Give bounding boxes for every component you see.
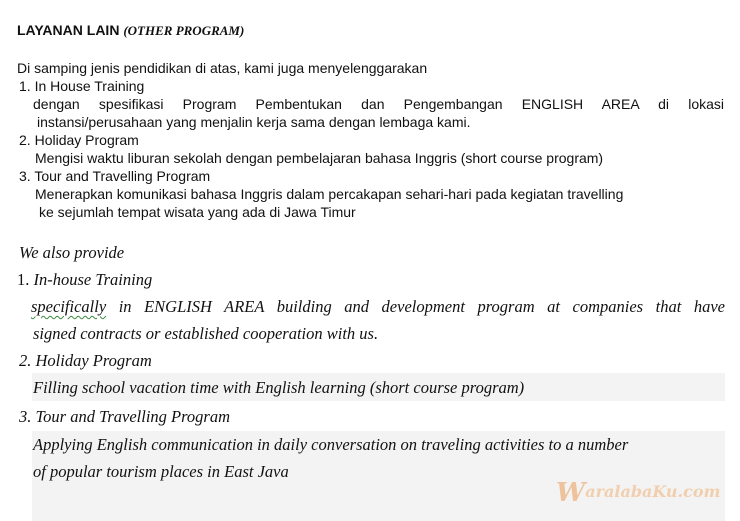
id-item-1-heading — [19, 77, 144, 95]
title-main: LAYANAN LAIN — [17, 22, 120, 38]
page-title — [17, 22, 244, 39]
id-intro: Di samping jenis pendidikan di atas, kami juga menyelenggarakan — [17, 60, 428, 76]
en-item-3-heading — [19, 407, 230, 427]
watermark-initial: W — [556, 478, 586, 508]
id-item-2-name: Holiday Program — [34, 132, 139, 148]
en-item-1-desc-line-1: specifically in ENGLISH AREA building and development program at companies that have — [31, 297, 725, 316]
en-item-3-desc-line-2: of popular tourism places in East Java — [33, 462, 289, 481]
en-item-1-name: In-house Training — [33, 270, 153, 289]
title-subtitle: (OTHER PROGRAM) — [123, 23, 245, 38]
id-item-1-name: In House Training — [34, 78, 145, 94]
watermark-text: aralabaKu.com — [585, 482, 721, 501]
id-item-3-desc-line-2: ke sejumlah tempat wisata yang ada di Jawa Timur — [39, 204, 356, 220]
en-item-3-number: 3. — [19, 407, 32, 426]
id-item-1-desc-line-2: instansi/perusahaan yang menjalin kerja sama dengan lembaga kami. — [37, 114, 471, 130]
en-intro: We also provide — [19, 243, 125, 262]
en-item-2-name: Holiday Program — [35, 351, 152, 370]
id-item-2-heading — [19, 131, 139, 149]
watermark-logo — [556, 478, 720, 508]
en-item-1-heading — [17, 270, 152, 290]
en-item-1-first-word: specifically — [31, 297, 107, 316]
id-item-1-desc-line-1: dengan spesifikasi Program Pembentukan dan Pengembangan ENGLISH AREA di lokasi — [33, 96, 724, 112]
en-item-2-desc-line-1: Filling school vacation time with English learning (short course program) — [33, 378, 525, 397]
id-item-3-name: Tour and Travelling Program — [34, 168, 211, 184]
id-item-2-desc-line-1: Mengisi waktu liburan sekolah dengan pembelajaran bahasa Inggris (short course program) — [35, 150, 604, 166]
id-item-3-number: 3. — [19, 168, 31, 184]
en-item-1-number: 1. — [17, 270, 30, 289]
en-item-1-desc-line-2: signed contracts or established cooperation with us. — [33, 324, 379, 343]
en-item-3-name: Tour and Travelling Program — [35, 407, 231, 426]
id-item-3-heading — [19, 167, 210, 185]
en-item-2-heading — [19, 351, 152, 371]
id-item-3-desc-line-1: Menerapkan komunikasi bahasa Inggris dalam percakapan sehari-hari pada kegiatan travelling — [35, 186, 624, 202]
en-item-3-desc-line-1: Applying English communication in daily conversation on traveling activities to a number — [33, 435, 629, 454]
en-item-2-number: 2. — [19, 351, 32, 370]
id-item-2-number: 2. — [19, 132, 31, 148]
id-item-1-number: 1. — [19, 78, 31, 94]
